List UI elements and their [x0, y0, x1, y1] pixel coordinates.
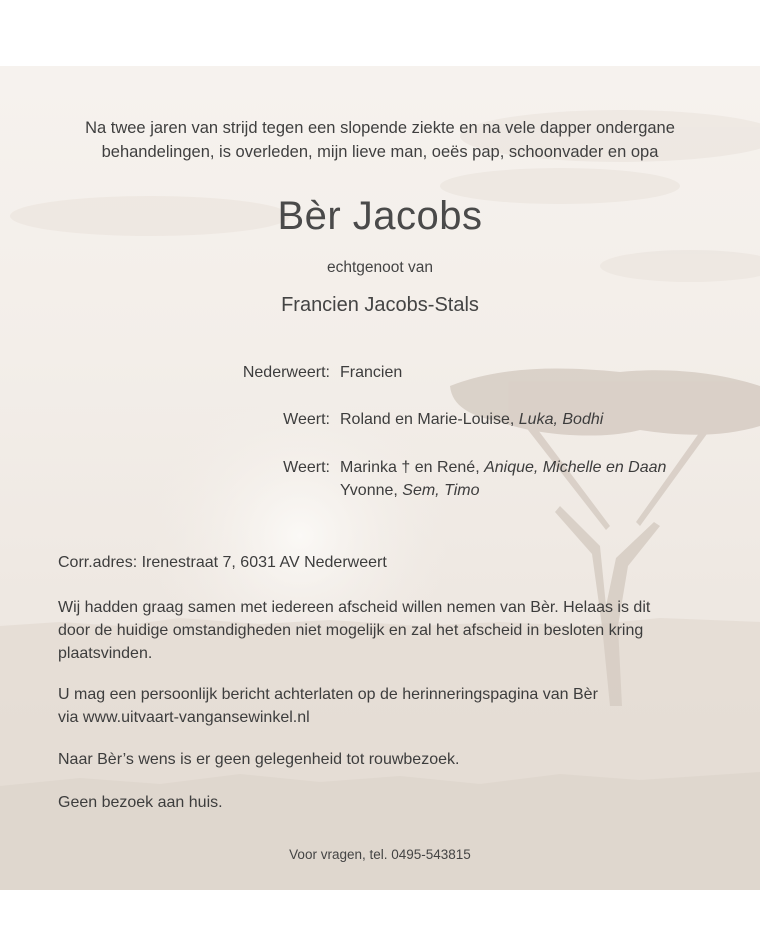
family-grandchildren: Anique, Michelle en Daan: [484, 459, 667, 476]
contact-line: Voor vragen, tel. 0495-543815: [289, 847, 471, 862]
spouse-name: Francien Jacobs-Stals: [281, 294, 479, 316]
family-members: [340, 408, 603, 431]
intro-text: [0, 116, 760, 164]
intro-line-1: Na twee jaren van strijd tegen een slopende ziekte en na vele dapper ondergane: [85, 119, 675, 137]
spouse-label: echtgenoot van: [326, 259, 433, 276]
family-members-names: Roland en Marie-Louise,: [340, 411, 515, 428]
family-members-names: Yvonne,: [340, 482, 398, 499]
message-line-1: U mag een persoonlijk bericht achterlaten op de herinneringspagina van Bèr: [58, 686, 598, 703]
farewell-line-1: Wij hadden graag samen met iedereen afscheid willen nemen van Bèr. Helaas is dit: [58, 599, 651, 616]
obituary-card: [0, 66, 760, 890]
family-place: Weert:: [283, 411, 330, 428]
foreground-grass: [0, 772, 760, 890]
family-members: [340, 479, 479, 502]
farewell-line-3: plaatsvinden.: [58, 645, 153, 662]
correspondence-address: Corr.adres: Irenestraat 7, 6031 AV Nederweert: [58, 554, 387, 571]
farewell-notice: [58, 596, 708, 665]
family-grandchildren: Luka, Bodhi: [518, 411, 604, 428]
no-home-visit: Geen bezoek aan huis.: [58, 794, 223, 811]
family-members-names: Francien: [340, 364, 403, 381]
family-members-names: Marinka † en René,: [340, 459, 480, 476]
deceased-name: Bèr Jacobs: [277, 194, 483, 238]
family-grandchildren: Sem, Timo: [402, 482, 480, 499]
family-place: Nederweert:: [242, 364, 330, 381]
message-notice: [58, 683, 708, 729]
family-place: Weert:: [283, 459, 330, 476]
visit-wish: Naar Bèr’s wens is er geen gelegenheid tot rouwbezoek.: [58, 751, 460, 768]
message-line-2: via www.uitvaart-vangansewinkel.nl: [58, 709, 310, 726]
intro-line-2: behandelingen, is overleden, mijn lieve man, oeës pap, schoonvader en opa: [101, 143, 659, 161]
farewell-line-2: door de huidige omstandigheden niet mogelijk en zal het afscheid in besloten kring: [58, 622, 644, 639]
family-members: [340, 456, 666, 479]
family-members: [340, 361, 402, 384]
